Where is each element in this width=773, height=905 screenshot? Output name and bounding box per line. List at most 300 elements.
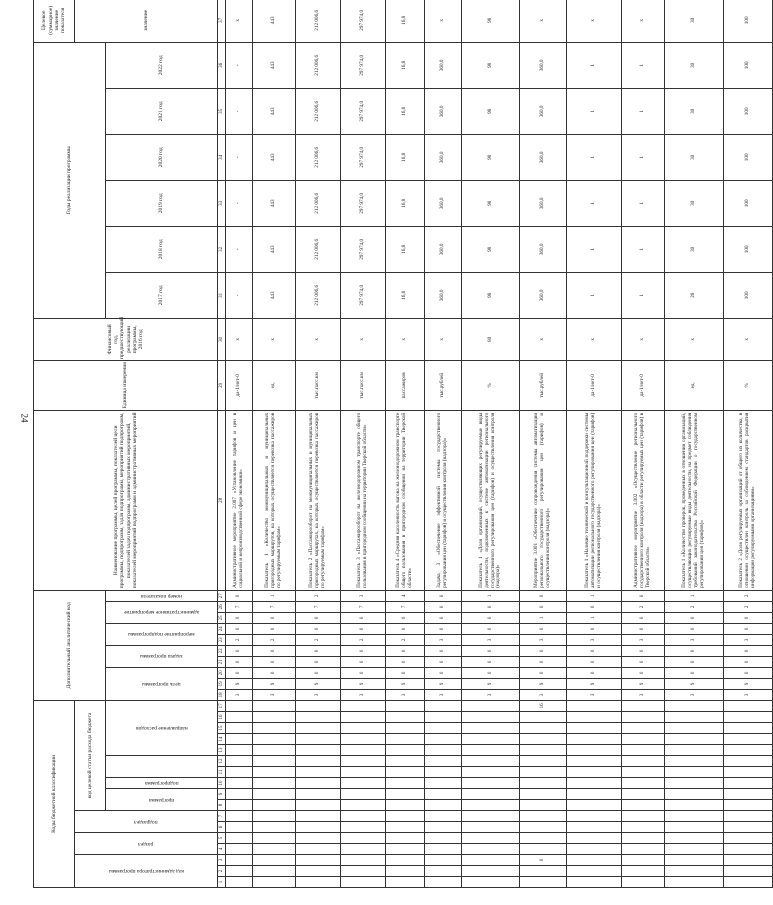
column-number: 4: [218, 844, 226, 855]
code-cell: [622, 811, 665, 822]
code-cell: [226, 734, 253, 745]
value-cell: x: [622, 318, 665, 360]
code-cell: [520, 767, 567, 778]
value-cell: 212 006,6: [296, 88, 341, 134]
code-cell: [341, 800, 386, 811]
table-row: [296, 0, 341, 888]
code-cell: 9: [520, 678, 567, 689]
column-number: 31: [218, 272, 226, 318]
code-cell: [724, 767, 773, 778]
code-cell: [341, 789, 386, 800]
table-row: [665, 0, 724, 888]
value-cell: -: [226, 180, 253, 226]
code-cell: 0: [520, 623, 567, 634]
code-cell: [425, 756, 462, 767]
code-cell: [724, 822, 773, 833]
code-cell: 0: [386, 667, 425, 678]
code-cell: 0: [226, 656, 253, 667]
code-cell: [296, 712, 341, 723]
code-cell: 9: [665, 678, 724, 689]
value-cell: x: [622, 0, 665, 42]
code-cell: 2: [622, 601, 665, 612]
code-cell: 0: [665, 612, 724, 623]
code-cell: [253, 866, 296, 877]
value-cell: 1: [622, 42, 665, 88]
code-cell: [296, 811, 341, 822]
code-cell: 3: [665, 689, 724, 700]
code-cell: 2: [724, 601, 773, 612]
value-cell: 1: [567, 226, 622, 272]
column-number: 11: [218, 767, 226, 778]
code-cell: 0: [665, 667, 724, 678]
code-cell: [520, 778, 567, 789]
code-cell: 0: [724, 667, 773, 678]
value-cell: 100: [724, 226, 773, 272]
value-cell: 360,0: [425, 226, 462, 272]
code-cell: [226, 811, 253, 822]
row-name: Задача 3 «Обеспечение эффективной системы государственного регулирования цен (тарифов) и осуществления контроля (надзора)»: [425, 410, 462, 590]
code-cell: [341, 723, 386, 734]
value-cell: 100: [724, 180, 773, 226]
code-cell: [724, 811, 773, 822]
code-cell: 3: [425, 634, 462, 645]
code-cell: [567, 800, 622, 811]
code-cell: 0: [425, 656, 462, 667]
value-cell: 443: [253, 226, 296, 272]
code-cell: [386, 789, 425, 800]
row-name: Административное мероприятие 3.002 «Осуществление регионального государственного контроля (надзора) в области регулируемых цен (тарифов) в Тверской области»: [622, 410, 665, 590]
year-2017: 2017 год: [106, 272, 218, 318]
code-cell: [520, 712, 567, 723]
value-cell: 297 974,0: [341, 42, 386, 88]
code-cell: 0: [622, 656, 665, 667]
value-cell: 1: [567, 134, 622, 180]
code-cell: [386, 833, 425, 844]
value-cell: 98: [462, 226, 520, 272]
code-cell: [462, 723, 520, 734]
value-cell: 360,0: [520, 272, 567, 318]
code-cell: 1: [567, 612, 622, 623]
code-cell: 0: [462, 645, 520, 656]
column-number: 3: [218, 855, 226, 866]
value-cell: 360,0: [425, 42, 462, 88]
code-cell: 0: [341, 645, 386, 656]
column-number: 26: [218, 601, 226, 612]
code-cell: [226, 822, 253, 833]
code-cell: [665, 723, 724, 734]
column-number: 28: [218, 410, 226, 590]
row-unit: тыс.пасс.км: [296, 360, 341, 410]
value-cell: x: [226, 0, 253, 42]
value-cell: 443: [253, 180, 296, 226]
code-cell: [341, 844, 386, 855]
code-cell: [567, 811, 622, 822]
code-cell: [296, 778, 341, 789]
code-cell: 0: [520, 601, 567, 612]
code-cell: [567, 844, 622, 855]
row-name: Показатель 2 «Доля регулируемых организаций от общего их количества, в отношении осуществлен контроль за соблюдением стандартов раскрытия информации регулируемыми организациями»: [724, 410, 773, 590]
value-cell: 16,8: [386, 272, 425, 318]
column-number: 25: [218, 612, 226, 623]
code-cell: [386, 800, 425, 811]
code-cell: 3: [622, 689, 665, 700]
column-number: 30: [218, 318, 226, 360]
value-cell: 30: [665, 88, 724, 134]
code-cell: [567, 756, 622, 767]
add-col-3: административное мероприятие: [123, 609, 200, 616]
code-cell: [296, 822, 341, 833]
column-number: 16: [218, 712, 226, 723]
add-col-2: мероприятие подпрограммы: [128, 631, 195, 638]
value-cell: 16,8: [386, 134, 425, 180]
value-cell: 100: [724, 272, 773, 318]
code-cell: [520, 723, 567, 734]
year-2019: 2019 год: [106, 180, 218, 226]
code-cell: [724, 877, 773, 888]
row-unit: ед.: [253, 360, 296, 410]
code-cell: [226, 866, 253, 877]
code-cell: 0: [567, 656, 622, 667]
table-body: [218, 0, 773, 888]
code-cell: [341, 822, 386, 833]
code-cell: [724, 745, 773, 756]
value-cell: 212 006,6: [296, 42, 341, 88]
code-cell: 0: [520, 667, 567, 678]
value-cell: x: [724, 318, 773, 360]
code-cell: [520, 756, 567, 767]
year-2018: 2018 год: [106, 226, 218, 272]
code-cell: 0: [253, 612, 296, 623]
code-cell: 3: [724, 689, 773, 700]
code-cell: [622, 866, 665, 877]
code-cell: 7: [253, 601, 296, 612]
code-cell: 3: [665, 634, 724, 645]
code-cell: [386, 723, 425, 734]
code-cell: [386, 700, 425, 711]
code-cell: 1: [253, 590, 296, 601]
code-cell: [296, 855, 341, 866]
code-cell: 3: [520, 689, 567, 700]
code-cell: [665, 844, 724, 855]
column-number: 10: [218, 778, 226, 789]
code-cell: 0: [425, 590, 462, 601]
code-cell: 9: [226, 678, 253, 689]
code-cell: 9: [341, 678, 386, 689]
code-cell: [253, 822, 296, 833]
value-cell: 1: [622, 180, 665, 226]
value-cell: -: [226, 134, 253, 180]
code-cell: 0: [296, 656, 341, 667]
value-cell: 297 974,0: [341, 134, 386, 180]
code-cell: 0: [386, 656, 425, 667]
value-cell: x: [425, 0, 462, 42]
code-cell: [386, 811, 425, 822]
code-cell: 0: [296, 667, 341, 678]
code-cell: 3: [520, 634, 567, 645]
code-cell: [386, 855, 425, 866]
code-cell: [724, 778, 773, 789]
value-cell: 98: [462, 272, 520, 318]
code-cell: 0: [341, 667, 386, 678]
code-cell: [724, 866, 773, 877]
code-cell: [665, 745, 724, 756]
column-number: 2: [218, 866, 226, 877]
column-number: 37: [218, 0, 226, 42]
code-cell: [622, 789, 665, 800]
code-cell: [567, 822, 622, 833]
code-cell: [341, 712, 386, 723]
code-cell: [567, 778, 622, 789]
value-cell: 443: [253, 272, 296, 318]
row-unit: да-1/нет-0: [622, 360, 665, 410]
code-cell: [665, 789, 724, 800]
code-cell: 3: [296, 689, 341, 700]
code-cell: [341, 811, 386, 822]
code-cell: [341, 756, 386, 767]
code-cell: [296, 756, 341, 767]
code-cell: [567, 700, 622, 711]
code-cell: 0: [622, 645, 665, 656]
code-cell: 7: [341, 601, 386, 612]
years-header: Годы реализации программы: [34, 42, 106, 318]
target-value-header: Целевое (суммарное) значение показателя: [34, 0, 75, 42]
code-cell: [567, 877, 622, 888]
code-cell: [296, 833, 341, 844]
code-cell: [724, 855, 773, 866]
code-cell: [567, 745, 622, 756]
code-cell: 2: [386, 634, 425, 645]
value-cell: x: [425, 318, 462, 360]
code-cell: [622, 855, 665, 866]
code-cell: [341, 778, 386, 789]
code-cell: 0: [226, 623, 253, 634]
code-cell: [226, 712, 253, 723]
target-value-subheader: значение: [75, 0, 218, 42]
code-cell: [425, 866, 462, 877]
code-cell: [425, 800, 462, 811]
value-cell: 360,0: [520, 134, 567, 180]
code-cell: [724, 756, 773, 767]
code-cell: [226, 700, 253, 711]
code-cell: [665, 700, 724, 711]
value-cell: 360,0: [520, 88, 567, 134]
table-row: [724, 0, 773, 888]
code-cell: [622, 712, 665, 723]
code-cell: [226, 844, 253, 855]
table-row: [622, 0, 665, 888]
code-cell: 9: [296, 678, 341, 689]
value-cell: 98: [462, 0, 520, 42]
code-cell: [622, 756, 665, 767]
value-cell: 443: [253, 88, 296, 134]
column-number: 34: [218, 134, 226, 180]
code-cell: [226, 723, 253, 734]
code-cell: [665, 800, 724, 811]
code-cell: [425, 778, 462, 789]
code-cell: [724, 789, 773, 800]
value-cell: 30: [665, 0, 724, 42]
value-cell: 98: [462, 134, 520, 180]
code-cell: [226, 800, 253, 811]
code-cell: [665, 877, 724, 888]
code-cell: 0: [226, 612, 253, 623]
value-cell: 297 974,0: [341, 226, 386, 272]
code-cell: 0: [724, 612, 773, 623]
code-cell: 0: [425, 623, 462, 634]
column-number: 6: [218, 822, 226, 833]
code-cell: 0: [665, 656, 724, 667]
code-cell: [665, 756, 724, 767]
code-cell: 16: [520, 700, 567, 711]
code-cell: [425, 712, 462, 723]
code-cell: [226, 756, 253, 767]
code-cell: [296, 723, 341, 734]
code-cell: [462, 756, 520, 767]
year-2022: 2022 год: [106, 42, 218, 88]
code-cell: [665, 866, 724, 877]
code-cell: 2: [724, 590, 773, 601]
code-cell: [462, 712, 520, 723]
value-cell: -: [226, 88, 253, 134]
code-cell: 1: [567, 590, 622, 601]
code-cell: 0: [622, 623, 665, 634]
code-cell: 0: [462, 656, 520, 667]
row-name: Показатель 1 «Доля организаций, осуществляющих регулируемые виды деятельности, подключенных к системе автоматизации регионального государственного регулирования цен (тарифов) и осуществления контроля (надзора)»: [462, 410, 520, 590]
value-cell: 297 974,0: [341, 0, 386, 42]
code-cell: 1: [520, 612, 567, 623]
code-cell: [425, 822, 462, 833]
value-cell: -: [226, 42, 253, 88]
code-cell: 0: [462, 601, 520, 612]
code-cell: [622, 723, 665, 734]
table-row: [226, 0, 253, 888]
value-cell: 100: [724, 0, 773, 42]
code-cell: [425, 767, 462, 778]
code-cell: [253, 833, 296, 844]
name-header: Наименование программы, целей программы, показателей цели программы, подпрограмм, задач подпрограмм, мероприятий подпрограмм, показателей задач подпрограмм, административных мероприятий, показателей мероприятий подпрограмм и административных мероприятий: [34, 410, 218, 590]
column-number: 1: [218, 877, 226, 888]
code-cell: 0: [520, 855, 567, 866]
code-cell: 0: [341, 612, 386, 623]
target-code-header: код целевой статьи расхода бюджета: [75, 700, 106, 810]
code-cell: 0: [341, 623, 386, 634]
column-number: 17: [218, 700, 226, 711]
code-cell: 2: [226, 634, 253, 645]
code-cell: [253, 855, 296, 866]
code-cell: 3: [462, 689, 520, 700]
code-cell: [386, 745, 425, 756]
code-cell: [462, 866, 520, 877]
code-cell: [462, 767, 520, 778]
code-cell: [622, 833, 665, 844]
code-cell: 0: [520, 590, 567, 601]
value-cell: 297 974,0: [341, 272, 386, 318]
code-cell: [386, 866, 425, 877]
code-cell: 0: [622, 590, 665, 601]
code-cell: [226, 877, 253, 888]
code-cell: [226, 789, 253, 800]
column-number: 14: [218, 734, 226, 745]
code-cell: [253, 712, 296, 723]
table-row: [425, 0, 462, 888]
value-cell: 28: [665, 272, 724, 318]
column-number: 18: [218, 689, 226, 700]
code-cell: [665, 767, 724, 778]
row-unit: ед.: [665, 360, 724, 410]
value-cell: 1: [567, 180, 622, 226]
code-cell: 0: [425, 645, 462, 656]
value-cell: 98: [462, 88, 520, 134]
code-cell: 0: [567, 623, 622, 634]
code-cell: [386, 844, 425, 855]
code-cell: [341, 833, 386, 844]
code-cell: [341, 767, 386, 778]
column-number: 20: [218, 667, 226, 678]
code-cell: [296, 877, 341, 888]
code-cell: 0: [665, 645, 724, 656]
row-unit: %: [724, 360, 773, 410]
value-cell: 30: [665, 134, 724, 180]
code-cell: 1: [665, 590, 724, 601]
code-cell: 3: [425, 689, 462, 700]
code-cell: [462, 789, 520, 800]
section-header: раздел: [138, 840, 154, 847]
add-col-4: номер показателя: [141, 592, 182, 599]
code-cell: 3: [622, 634, 665, 645]
value-cell: x: [520, 318, 567, 360]
code-cell: [724, 833, 773, 844]
table-row: [567, 0, 622, 888]
direction-header: направление расходов: [135, 725, 188, 732]
row-unit: пассажиров: [386, 360, 425, 410]
code-cell: [253, 778, 296, 789]
code-cell: [724, 734, 773, 745]
value-cell: x: [341, 318, 386, 360]
value-cell: 16,8: [386, 42, 425, 88]
value-cell: -: [226, 226, 253, 272]
column-number: 19: [218, 678, 226, 689]
code-cell: [724, 800, 773, 811]
code-cell: 0: [724, 656, 773, 667]
row-unit: да-1/нет-0: [567, 360, 622, 410]
code-cell: [622, 745, 665, 756]
code-cell: [567, 712, 622, 723]
code-cell: [226, 855, 253, 866]
value-cell: 360,0: [425, 272, 462, 318]
row-name: Административное мероприятие 2.007 «Установление тарифов и цен в социальной и непроизводственной сфере экономики»: [226, 410, 253, 590]
value-cell: 16,8: [386, 180, 425, 226]
code-cell: 9: [425, 678, 462, 689]
code-cell: 0: [462, 612, 520, 623]
code-cell: [253, 767, 296, 778]
code-cell: 0: [226, 590, 253, 601]
column-number: 7: [218, 811, 226, 822]
code-cell: [567, 833, 622, 844]
column-number: 12: [218, 756, 226, 767]
code-cell: [341, 745, 386, 756]
code-cell: 0: [296, 623, 341, 634]
code-cell: 0: [253, 645, 296, 656]
column-number: 36: [218, 42, 226, 88]
code-cell: 2: [296, 634, 341, 645]
value-cell: 360,0: [425, 88, 462, 134]
code-cell: [253, 756, 296, 767]
code-cell: [567, 767, 622, 778]
code-cell: [386, 877, 425, 888]
row-unit: %: [462, 360, 520, 410]
table-row: [386, 0, 425, 888]
value-cell: -: [226, 272, 253, 318]
